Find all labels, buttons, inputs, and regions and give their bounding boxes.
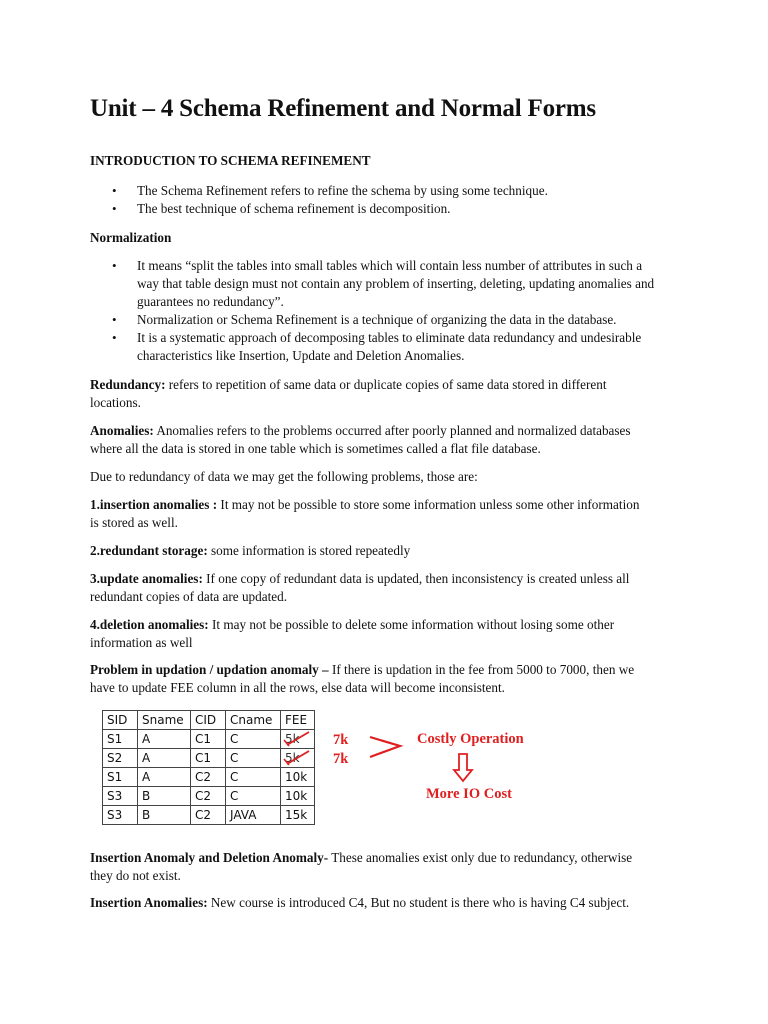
redundancy-term: Redundancy: bbox=[90, 377, 166, 392]
normalization-heading: Normalization bbox=[90, 230, 172, 245]
text-line: guarantees no redundancy”. bbox=[137, 294, 284, 309]
table-row bbox=[103, 768, 315, 787]
table-row bbox=[103, 787, 315, 806]
table-row bbox=[103, 806, 315, 825]
text-line: they do not exist. bbox=[90, 868, 181, 883]
table-cell: S2 bbox=[103, 749, 138, 768]
insertion-deletion-paragraph bbox=[90, 849, 690, 885]
table-cell: S3 bbox=[103, 806, 138, 825]
normalization-bullet: • Normalization or Schema Refinement is a technique of organizing the data in the database. bbox=[90, 311, 710, 329]
insertion-anomalies-paragraph bbox=[90, 894, 690, 912]
text-line: • It is a systematic approach of decomposing tables to eliminate data redundancy and undesirable bbox=[137, 330, 642, 345]
problem-term: 3.update anomalies: bbox=[90, 571, 203, 586]
table-cell: C bbox=[226, 787, 281, 806]
intro-heading: INTRODUCTION TO SCHEMA REFINEMENT bbox=[90, 153, 371, 168]
table-header-row bbox=[103, 711, 315, 730]
problem-redundant-storage bbox=[90, 542, 690, 560]
redundancy-paragraph bbox=[90, 376, 690, 412]
problem-term: 4.deletion anomalies: bbox=[90, 617, 209, 632]
fee-cell-crossed bbox=[281, 730, 315, 749]
text-line: characteristics like Insertion, Update and Deletion Anomalies. bbox=[137, 348, 465, 363]
table-cell: C1 bbox=[191, 749, 226, 768]
table-cell: C bbox=[226, 730, 281, 749]
text-line: If one copy of redundant data is updated, then inconsistency is created unless all bbox=[202, 571, 630, 586]
table-cell: C bbox=[226, 768, 281, 787]
text-line: These anomalies exist only due to redundancy, otherwise bbox=[328, 850, 633, 865]
table-cell: 10k bbox=[281, 768, 315, 787]
costly-operation-label: Costly Operation bbox=[417, 731, 524, 747]
text-line: locations. bbox=[90, 395, 141, 410]
insertion-anomalies-term: Insertion Anomalies: bbox=[90, 895, 208, 910]
table-row bbox=[103, 749, 315, 768]
column-header: SID bbox=[103, 711, 138, 730]
text-line: where all the data is stored in one table which is sometimes called a flat file database. bbox=[90, 441, 541, 456]
text-line: New course is introduced C4, But no student is there who is having C4 subject. bbox=[207, 895, 630, 910]
text-line: information as well bbox=[90, 635, 193, 650]
problem-insertion bbox=[90, 496, 690, 532]
fee-cell-crossed bbox=[281, 749, 315, 768]
text-line: redundant copies of data are updated. bbox=[90, 589, 287, 604]
table-cell: C2 bbox=[191, 806, 226, 825]
updation-paragraph bbox=[90, 661, 690, 697]
text-line: Anomalies refers to the problems occurred after poorly planned and normalized databases bbox=[153, 423, 631, 438]
normalization-bullet-list bbox=[90, 257, 710, 365]
anomalies-term: Anomalies: bbox=[90, 423, 154, 438]
problem-term: 2.redundant storage: bbox=[90, 543, 208, 558]
text-line: some information is stored repeatedly bbox=[207, 543, 411, 558]
new-fee-label: 7k bbox=[333, 751, 349, 767]
student-course-table bbox=[102, 710, 315, 825]
table-cell: B bbox=[138, 806, 191, 825]
table-cell: C2 bbox=[191, 787, 226, 806]
column-header: Cname bbox=[226, 711, 281, 730]
intro-bullet-list bbox=[90, 182, 690, 218]
table-cell: S1 bbox=[103, 730, 138, 749]
greater-than-arrow-icon bbox=[366, 733, 406, 763]
anomalies-paragraph bbox=[90, 422, 690, 458]
new-fee-label: 7k bbox=[333, 732, 349, 748]
due-to-paragraph: Due to redundancy of data we may get the following problems, those are: bbox=[90, 469, 478, 484]
updation-term: Problem in updation / updation anomaly – bbox=[90, 662, 329, 677]
problem-deletion bbox=[90, 616, 690, 652]
more-io-cost-label: More IO Cost bbox=[426, 786, 512, 802]
table-cell: 15k bbox=[281, 806, 315, 825]
table-cell: A bbox=[138, 730, 191, 749]
table-cell: A bbox=[138, 749, 191, 768]
strike-mark bbox=[281, 730, 315, 750]
table-cell: S3 bbox=[103, 787, 138, 806]
insertion-deletion-term: Insertion Anomaly and Deletion Anomaly- bbox=[90, 850, 329, 865]
table-cell: S1 bbox=[103, 768, 138, 787]
text-line: If there is updation in the fee from 5000 to 7000, then we bbox=[328, 662, 635, 677]
text-line: It may not be possible to store some information unless some other information bbox=[217, 497, 640, 512]
table-cell: A bbox=[138, 768, 191, 787]
table-cell: B bbox=[138, 787, 191, 806]
table-cell-text: 5k bbox=[285, 732, 300, 746]
strike-mark bbox=[281, 749, 315, 769]
text-line: It may not be possible to delete some information without losing some other bbox=[208, 617, 615, 632]
normalization-bullet bbox=[90, 257, 710, 311]
table-cell: JAVA bbox=[226, 806, 281, 825]
text-line: • It means “split the tables into small tables which will contain less number of attributes in such a bbox=[137, 258, 643, 273]
text-line: refers to repetition of same data or duplicate copies of same data stored in different bbox=[165, 377, 607, 392]
normalization-bullet bbox=[90, 329, 710, 365]
problem-update bbox=[90, 570, 690, 606]
problem-term: 1.insertion anomalies : bbox=[90, 497, 218, 512]
column-header: Sname bbox=[138, 711, 191, 730]
text-line: have to update FEE column in all the rows, else data will become inconsistent. bbox=[90, 680, 505, 695]
table-cell: C1 bbox=[191, 730, 226, 749]
column-header: FEE bbox=[281, 711, 315, 730]
text-line: way that table design must not contain any problem of inserting, deleting, updating anomalies and bbox=[137, 276, 655, 291]
column-header: CID bbox=[191, 711, 226, 730]
page-title: Unit – 4 Schema Refinement and Normal Forms bbox=[90, 95, 596, 122]
intro-bullet: • The best technique of schema refinement is decomposition. bbox=[90, 200, 690, 218]
down-arrow-icon bbox=[451, 752, 475, 784]
table-cell: C bbox=[226, 749, 281, 768]
table-cell-text: 5k bbox=[285, 751, 300, 765]
text-line: is stored as well. bbox=[90, 515, 178, 530]
table-cell: C2 bbox=[191, 768, 226, 787]
table-row bbox=[103, 730, 315, 749]
table-cell: 10k bbox=[281, 787, 315, 806]
intro-bullet: • The Schema Refinement refers to refine the schema by using some technique. bbox=[90, 182, 690, 200]
